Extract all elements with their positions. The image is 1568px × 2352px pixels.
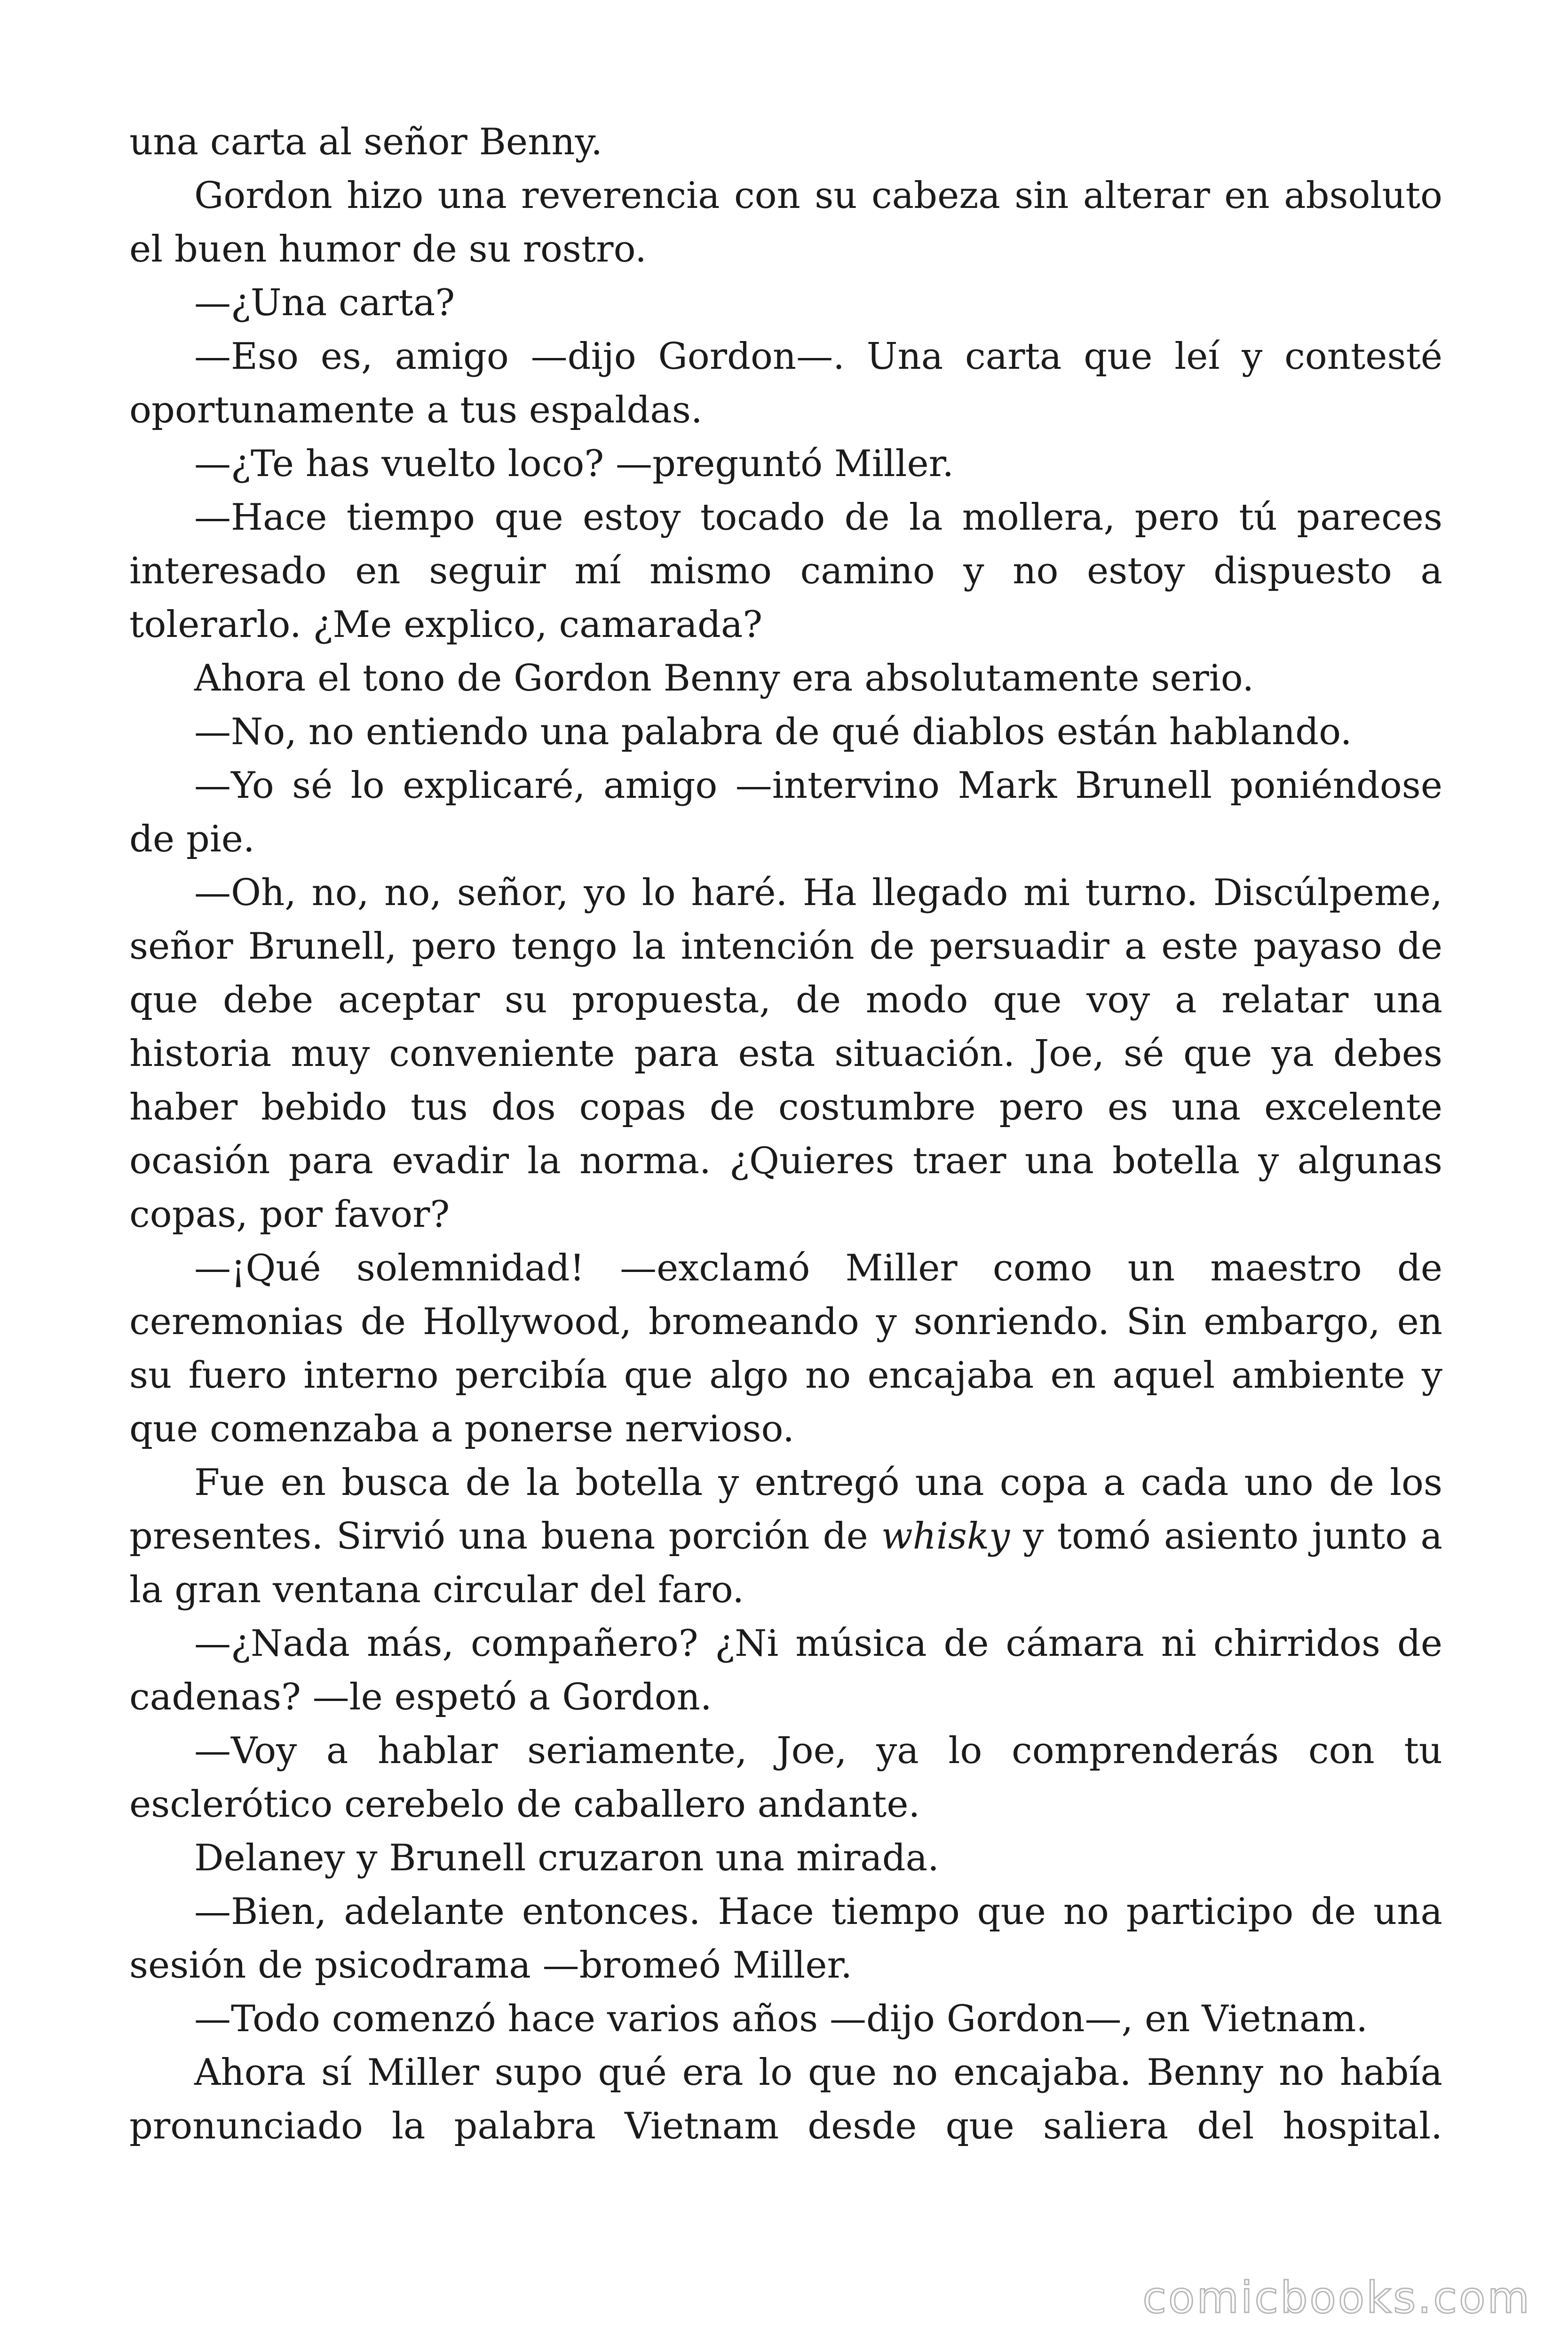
paragraph: Ahora sí Miller supo qué era lo que no encajaba. Benny no había pronunciado la palabra Vietnam desde que saliera del hospital. bbox=[129, 2051, 1442, 2147]
paragraph: Ahora el tono de Gordon Benny era absolutamente serio. bbox=[194, 657, 1254, 699]
paragraph: —Hace tiempo que estoy tocado de la mollera, pero tú pareces interesado en seguir mí mismo camino y no estoy dispuesto a tolerarlo. ¿Me explico, camarada? bbox=[129, 496, 1442, 646]
paragraph-whisky-before: Fue en busca de la botella y entregó una copa a cada uno de los presentes. Sirvió una buena porción de bbox=[129, 1462, 1442, 1557]
paragraph: —Oh, no, no, señor, yo lo haré. Ha llegado mi turno. Discúlpeme, señor Brunell, pero tengo la intención de persuadir a este payaso de que debe aceptar su propuesta, de modo que voy a relatar una historia muy conveniente para esta situación. Joe, sé que ya debes haber bebido tus dos copas de costumbre pero es una excelente ocasión para evadir la norma. ¿Quieres traer una botella y algunas copas, por favor? bbox=[129, 872, 1442, 1236]
paragraph: —No, no entiendo una palabra de qué diablos están hablando. bbox=[194, 711, 1352, 753]
paragraph: —Bien, adelante entonces. Hace tiempo que no participo de una sesión de psicodrama —bromeó Miller. bbox=[129, 1891, 1442, 1986]
paragraph: —¿Nada más, compañero? ¿Ni música de cámara ni chirridos de cadenas? —le espetó a Gordon. bbox=[129, 1622, 1442, 1718]
paragraph: —¡Qué solemnidad! —exclamó Miller como un maestro de ceremonias de Hollywood, bromeando y sonriendo. Sin embargo, en su fuero interno percibía que algo no encajaba en aquel ambiente y que comenzaba a ponerse nervioso. bbox=[129, 1247, 1442, 1450]
paragraph: —Eso es, amigo —dijo Gordon—. Una carta que leí y contesté oportunamente a tus espaldas. bbox=[129, 335, 1442, 431]
paragraph-whisky-italic: whisky bbox=[881, 1515, 1010, 1557]
paragraph: —¿Una carta? bbox=[194, 282, 455, 324]
paragraph: —¿Te has vuelto loco? —preguntó Miller. bbox=[194, 443, 954, 485]
book-page-text bbox=[129, 115, 1442, 2153]
paragraph: —Todo comenzó hace varios años —dijo Gordon—, en Vietnam. bbox=[194, 1998, 1368, 2040]
paragraph-whisky bbox=[129, 1456, 1442, 1617]
paragraph: Delaney y Brunell cruzaron una mirada. bbox=[194, 1837, 939, 1879]
watermark-logo: comicbooks.com bbox=[1142, 2273, 1531, 2323]
paragraph: —Voy a hablar seriamente, Joe, ya lo comprenderás con tu esclerótico cerebelo de caballero andante. bbox=[129, 1730, 1442, 1826]
paragraph: Gordon hizo una reverencia con su cabeza sin alterar en absoluto el buen humor de su rostro. bbox=[129, 175, 1442, 270]
paragraph: una carta al señor Benny. bbox=[129, 121, 603, 163]
paragraph-whisky-after: y tomó asiento junto a la gran ventana circular del faro. bbox=[129, 1515, 1442, 1611]
paragraph: —Yo sé lo explicaré, amigo —intervino Mark Brunell poniéndose de pie. bbox=[129, 764, 1442, 860]
